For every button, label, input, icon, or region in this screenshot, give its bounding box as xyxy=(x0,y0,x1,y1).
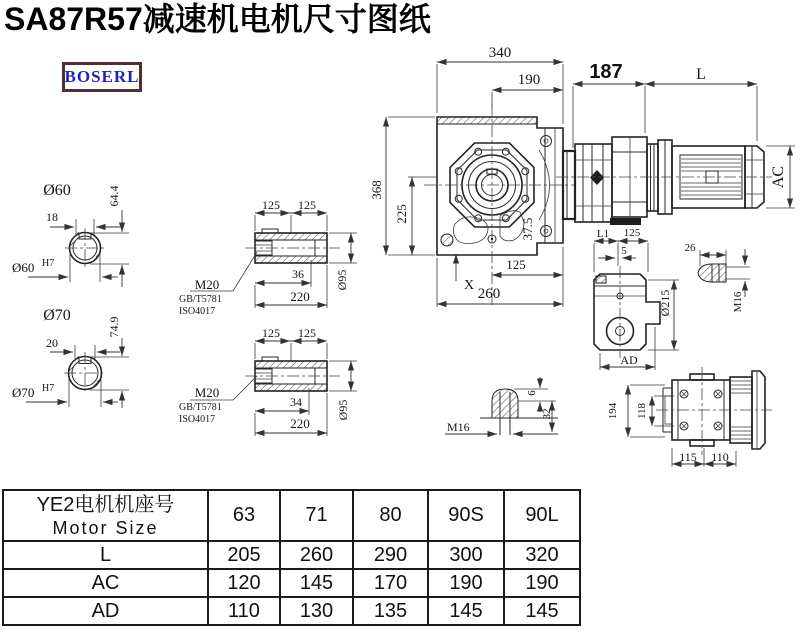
header-col-90l: 90L xyxy=(504,490,580,541)
boserl-logo-text: BOSERL xyxy=(64,67,140,86)
cell-ad-80: 135 xyxy=(353,597,428,625)
cell-l-80: 290 xyxy=(353,541,428,569)
gearbox-front-view xyxy=(369,45,575,308)
cell-l-71: 260 xyxy=(280,541,353,569)
header-col-71: 71 xyxy=(280,490,353,541)
dim-shaft60-bore-tol: H7 xyxy=(42,258,55,269)
dim-shaft70-bore-tol: H7 xyxy=(42,383,55,394)
dim-front-center-height: 225 xyxy=(394,204,409,224)
dim-side-5: 5 xyxy=(621,245,627,257)
dim-plug-32: 32 xyxy=(541,408,553,420)
cell-ac-90s: 190 xyxy=(428,569,504,597)
dim-breather-thread: M16 xyxy=(732,291,744,313)
header-label-cn: YE2电机机座号 xyxy=(36,493,175,516)
dim-front-flange-width: 190 xyxy=(517,72,541,88)
dim-shaft60-key-width: 18 xyxy=(46,210,58,224)
header-label-en: Motor Size xyxy=(52,517,159,538)
oil-plug-detail xyxy=(445,377,558,435)
dim-hollowtop-half1: 125 xyxy=(262,198,280,212)
dim-motor-len: L xyxy=(696,66,706,83)
header-col-63: 63 xyxy=(208,490,280,541)
dim-side-l1: L1 xyxy=(596,228,610,240)
dim-rear-194: 194 xyxy=(607,402,619,420)
dim-hollowtop-thread: M20 xyxy=(194,277,220,292)
motor-side-view xyxy=(556,61,795,225)
dim-hollowtop-half2: 125 xyxy=(298,198,316,212)
table-header-row xyxy=(3,490,580,541)
dim-hollowbot-half2: 125 xyxy=(298,326,316,340)
cell-l-90s: 300 xyxy=(428,541,504,569)
cell-l-63: 205 xyxy=(208,541,280,569)
cell-l-90l: 320 xyxy=(504,541,580,569)
dim-hollowbot-std1: GB/T5781 xyxy=(179,402,222,413)
dim-hollowbot-thread: M20 xyxy=(194,385,220,400)
dim-hollowtop-std1: GB/T5781 xyxy=(179,294,222,305)
hollow-shaft-bottom-section xyxy=(179,326,357,436)
shaft-d60-detail xyxy=(12,182,129,287)
dim-shaft70-height: 74.9 xyxy=(107,316,121,338)
dim-hollowtop-total-len: 220 xyxy=(290,289,310,304)
row-label-ad: AD xyxy=(3,597,208,625)
dim-side-dia-215: Ø215 xyxy=(658,289,672,317)
cell-ac-71: 145 xyxy=(280,569,353,597)
header-col-90s: 90S xyxy=(428,490,504,541)
dim-rear-115: 115 xyxy=(679,450,697,464)
dim-plug-6: 6 xyxy=(526,390,538,396)
dim-hollowbot-key-len: 34 xyxy=(290,395,302,409)
dim-hollowtop-dia: Ø95 xyxy=(335,269,349,291)
dim-front-bottom-width: 260 xyxy=(477,286,501,302)
gearbox-rear-view xyxy=(607,367,772,467)
dim-front-overall-height: 368 xyxy=(369,180,384,200)
dim-hollowtop-std2: ISO4017 xyxy=(179,306,216,317)
cell-ad-90l: 145 xyxy=(504,597,580,625)
dim-front-x-marker: X xyxy=(464,278,475,293)
dim-side-ad: AD xyxy=(620,353,638,367)
cell-ad-63: 110 xyxy=(208,597,280,625)
motor-dimension-table xyxy=(2,489,581,626)
dim-side-125: 125 xyxy=(623,227,641,239)
dim-rear-110: 110 xyxy=(711,450,729,464)
table-row-ac xyxy=(3,569,580,597)
dim-rear-118: 118 xyxy=(636,402,648,420)
dim-hollowbot-total-len: 220 xyxy=(290,416,310,431)
dim-shaft60-height: 64.4 xyxy=(107,185,121,207)
header-motor-size-cell xyxy=(3,490,208,541)
page-title: SA87R57减速机电机尺寸图纸 xyxy=(4,1,431,37)
dim-shaft60-bore: Ø60 xyxy=(12,260,35,275)
dim-shaft60-title: Ø60 xyxy=(43,182,71,199)
dim-shaft70-bore: Ø70 xyxy=(12,385,35,400)
gearbox-side-view xyxy=(594,227,679,370)
dim-motor-dia-ac: AC xyxy=(770,165,787,189)
cell-ad-71: 130 xyxy=(280,597,353,625)
table-row-ad xyxy=(3,597,580,625)
dim-shaft70-key-width: 20 xyxy=(46,336,58,350)
shaft-d70-detail xyxy=(12,307,129,408)
dim-front-bottom-half: 125 xyxy=(506,257,526,272)
dim-hollowbot-dia: Ø95 xyxy=(336,399,350,421)
cell-ad-90s: 145 xyxy=(428,597,504,625)
dim-hollowbot-std2: ISO4017 xyxy=(179,414,216,425)
dim-hollowbot-half1: 125 xyxy=(262,326,280,340)
dim-breather-26: 26 xyxy=(684,242,696,254)
dim-front-rib: 37.5 xyxy=(520,217,535,241)
cell-ac-80: 170 xyxy=(353,569,428,597)
breather-plug-detail xyxy=(685,242,751,312)
dim-plug-thread: M16 xyxy=(447,420,470,434)
dim-motor-adapter-len: 187 xyxy=(589,61,623,83)
table-row-l xyxy=(3,541,580,569)
dim-shaft70-title: Ø70 xyxy=(43,307,71,324)
row-label-l: L xyxy=(3,541,208,569)
hollow-shaft-top-section xyxy=(179,198,357,317)
row-label-ac: AC xyxy=(3,569,208,597)
header-col-80: 80 xyxy=(353,490,428,541)
cell-ac-90l: 190 xyxy=(504,569,580,597)
dim-front-overall-width: 340 xyxy=(488,45,512,61)
cell-ac-63: 120 xyxy=(208,569,280,597)
dim-hollowtop-key-len: 36 xyxy=(292,267,304,281)
